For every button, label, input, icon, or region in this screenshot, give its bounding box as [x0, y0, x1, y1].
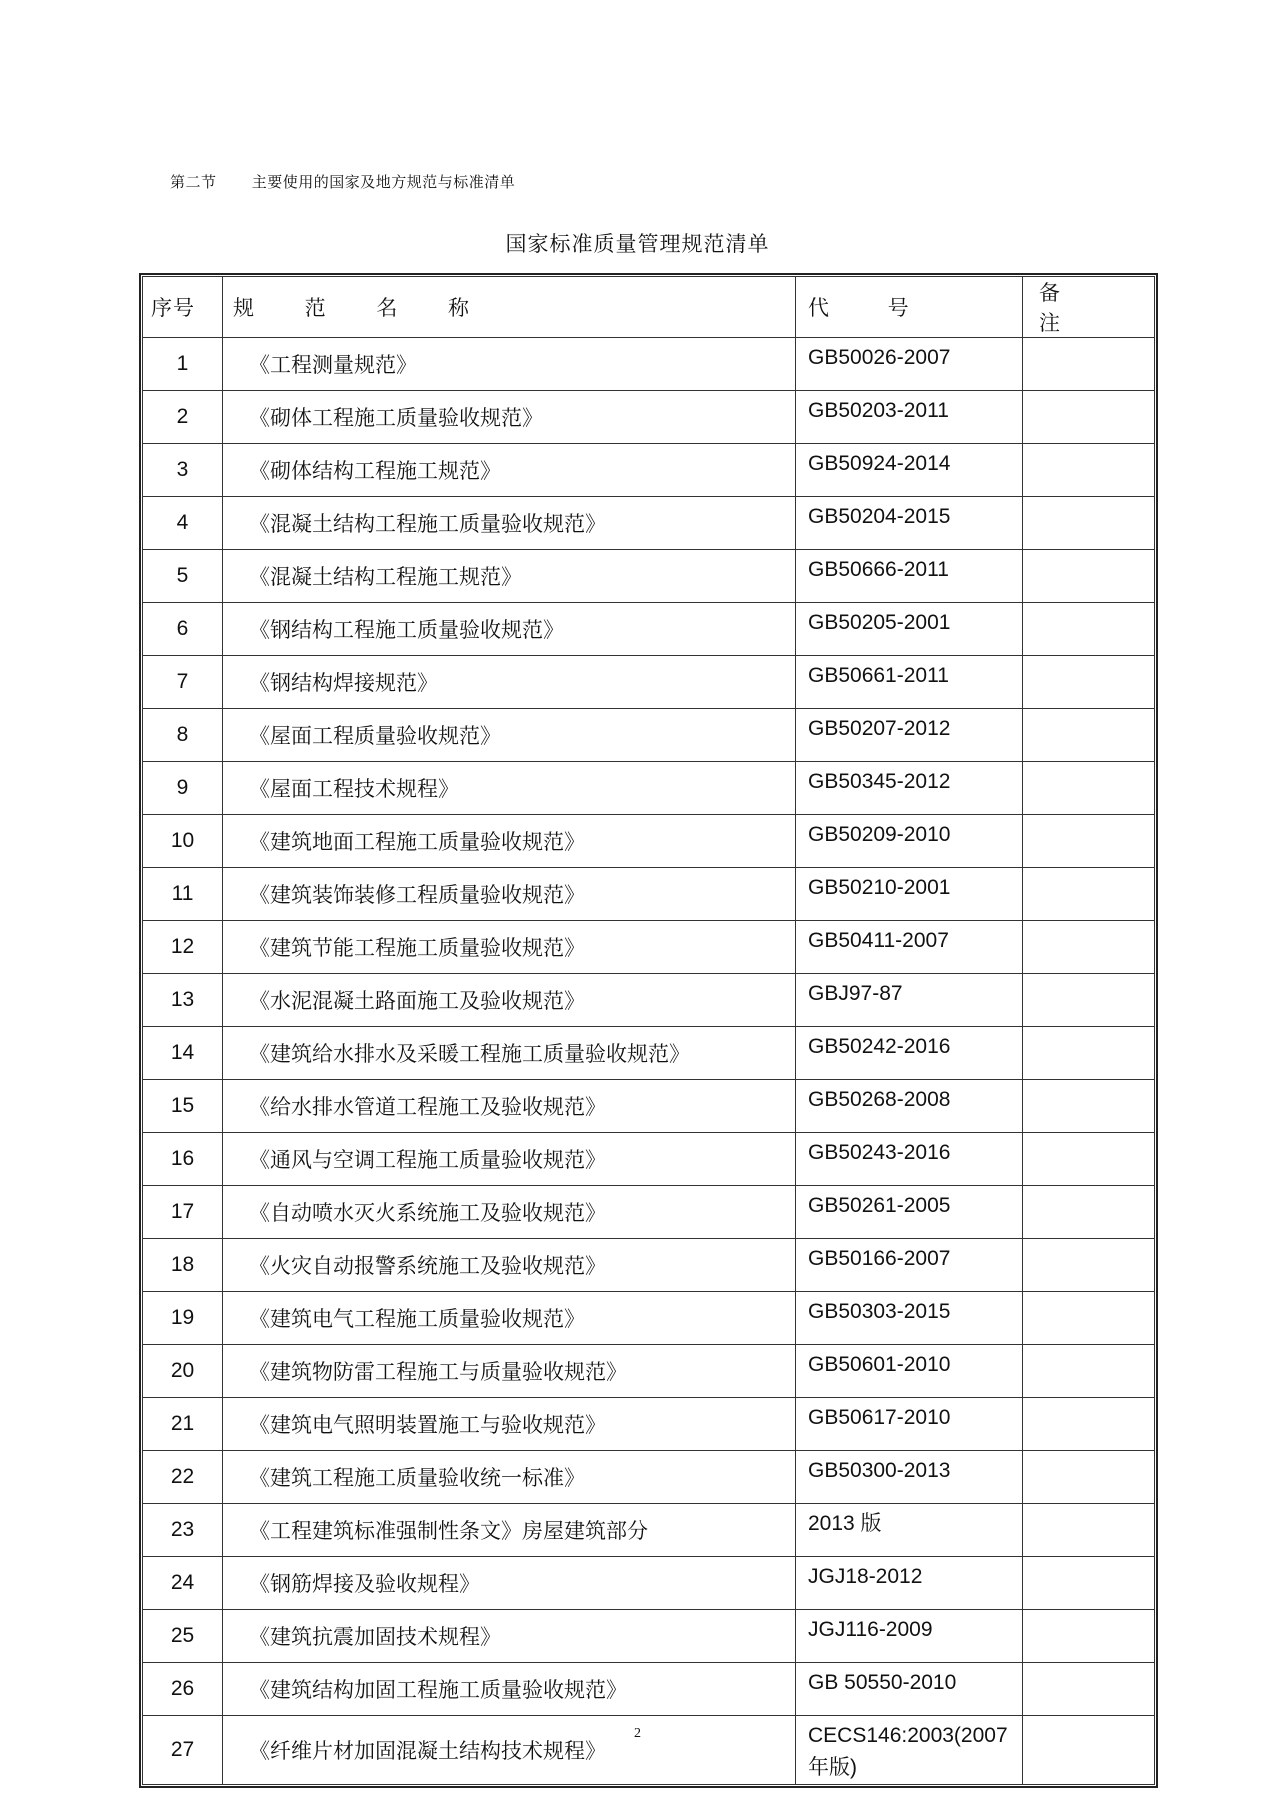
table-row [143, 603, 1155, 656]
row-remarks [1023, 1027, 1155, 1080]
row-serial-number: 15 [143, 1080, 223, 1133]
row-standard-name: 《工程建筑标准强制性条文》房屋建筑部分 [223, 1504, 796, 1557]
row-standard-code: GB50666-2011 [796, 550, 1023, 603]
row-standard-code: GB50205-2001 [796, 603, 1023, 656]
row-standard-name: 《水泥混凝土路面施工及验收规范》 [223, 974, 796, 1027]
row-standard-code: GB50303-2015 [796, 1292, 1023, 1345]
row-remarks [1023, 497, 1155, 550]
row-standard-code: GB50203-2011 [796, 391, 1023, 444]
table-header-row [143, 277, 1155, 338]
table-row [143, 1080, 1155, 1133]
table-row [143, 974, 1155, 1027]
row-standard-name: 《屋面工程技术规程》 [223, 762, 796, 815]
row-standard-name: 《砌体结构工程施工规范》 [223, 444, 796, 497]
table-row [143, 921, 1155, 974]
row-serial-number: 25 [143, 1610, 223, 1663]
row-standard-name: 《混凝土结构工程施工规范》 [223, 550, 796, 603]
row-remarks [1023, 1186, 1155, 1239]
table-row [143, 815, 1155, 868]
row-standard-name: 《建筑节能工程施工质量验收规范》 [223, 921, 796, 974]
row-remarks [1023, 868, 1155, 921]
row-serial-number: 5 [143, 550, 223, 603]
table-row [143, 656, 1155, 709]
row-standard-code: GB50345-2012 [796, 762, 1023, 815]
table-row [143, 762, 1155, 815]
section-heading [170, 171, 515, 192]
table-row [143, 1186, 1155, 1239]
row-remarks [1023, 1451, 1155, 1504]
row-serial-number: 27 [143, 1716, 223, 1785]
table-row [143, 550, 1155, 603]
row-standard-code: GB50207-2012 [796, 709, 1023, 762]
row-standard-name: 《混凝土结构工程施工质量验收规范》 [223, 497, 796, 550]
row-standard-name: 《建筑物防雷工程施工与质量验收规范》 [223, 1345, 796, 1398]
row-standard-name: 《通风与空调工程施工质量验收规范》 [223, 1133, 796, 1186]
row-standard-name: 《钢结构焊接规范》 [223, 656, 796, 709]
row-serial-number: 22 [143, 1451, 223, 1504]
row-serial-number: 23 [143, 1504, 223, 1557]
table-row [143, 1610, 1155, 1663]
row-serial-number: 24 [143, 1557, 223, 1610]
table-row [143, 1504, 1155, 1557]
table-row [143, 444, 1155, 497]
row-standard-code: JGJ18-2012 [796, 1557, 1023, 1610]
row-remarks [1023, 921, 1155, 974]
row-standard-code: GB50261-2005 [796, 1186, 1023, 1239]
row-serial-number: 21 [143, 1398, 223, 1451]
row-standard-code: GB50242-2016 [796, 1027, 1023, 1080]
row-remarks [1023, 1292, 1155, 1345]
row-standard-name: 《钢结构工程施工质量验收规范》 [223, 603, 796, 656]
row-serial-number: 8 [143, 709, 223, 762]
row-standard-name: 《纤维片材加固混凝土结构技术规程》 [223, 1716, 796, 1785]
row-remarks [1023, 1398, 1155, 1451]
row-remarks [1023, 1080, 1155, 1133]
row-serial-number: 4 [143, 497, 223, 550]
row-remarks [1023, 762, 1155, 815]
standards-table [142, 276, 1155, 1785]
section-title: 主要使用的国家及地方规范与标准清单 [251, 173, 516, 191]
row-standard-name: 《砌体工程施工质量验收规范》 [223, 391, 796, 444]
row-standard-name: 《建筑装饰装修工程质量验收规范》 [223, 868, 796, 921]
row-standard-name: 《建筑地面工程施工质量验收规范》 [223, 815, 796, 868]
row-serial-number: 2 [143, 391, 223, 444]
row-standard-code: GB50924-2014 [796, 444, 1023, 497]
row-standard-code: GB50210-2001 [796, 868, 1023, 921]
row-standard-code: GB50617-2010 [796, 1398, 1023, 1451]
row-standard-code: CECS146:2003(2007 年版) [796, 1716, 1023, 1785]
row-standard-code: GB50661-2011 [796, 656, 1023, 709]
row-serial-number: 10 [143, 815, 223, 868]
section-number: 第二节 [170, 173, 217, 191]
row-standard-code: GB50204-2015 [796, 497, 1023, 550]
table-body [143, 338, 1155, 1785]
row-standard-name: 《建筑抗震加固技术规程》 [223, 1610, 796, 1663]
row-remarks [1023, 1239, 1155, 1292]
row-serial-number: 3 [143, 444, 223, 497]
row-standard-code: GBJ97-87 [796, 974, 1023, 1027]
table-row [143, 1292, 1155, 1345]
row-serial-number: 18 [143, 1239, 223, 1292]
row-serial-number: 9 [143, 762, 223, 815]
header-remarks: 备 注 [1023, 277, 1155, 338]
row-serial-number: 19 [143, 1292, 223, 1345]
row-standard-name: 《钢筋焊接及验收规程》 [223, 1557, 796, 1610]
row-remarks [1023, 1663, 1155, 1716]
row-standard-code: GB50300-2013 [796, 1451, 1023, 1504]
row-standard-code: 2013 版 [796, 1504, 1023, 1557]
row-remarks [1023, 603, 1155, 656]
table-row [143, 497, 1155, 550]
row-remarks [1023, 1610, 1155, 1663]
row-standard-name: 《自动喷水灭火系统施工及验收规范》 [223, 1186, 796, 1239]
table-row [143, 1345, 1155, 1398]
row-remarks [1023, 1504, 1155, 1557]
row-serial-number: 11 [143, 868, 223, 921]
row-remarks [1023, 709, 1155, 762]
row-remarks [1023, 550, 1155, 603]
row-remarks [1023, 1557, 1155, 1610]
table-row [143, 1133, 1155, 1186]
row-remarks [1023, 444, 1155, 497]
table-row [143, 1027, 1155, 1080]
table-row [143, 709, 1155, 762]
table-row [143, 338, 1155, 391]
row-serial-number: 16 [143, 1133, 223, 1186]
row-serial-number: 7 [143, 656, 223, 709]
row-remarks [1023, 1133, 1155, 1186]
row-serial-number: 14 [143, 1027, 223, 1080]
row-standard-code: GB50026-2007 [796, 338, 1023, 391]
row-serial-number: 17 [143, 1186, 223, 1239]
row-serial-number: 20 [143, 1345, 223, 1398]
row-remarks [1023, 391, 1155, 444]
table-row [143, 1451, 1155, 1504]
row-serial-number: 13 [143, 974, 223, 1027]
row-standard-code: JGJ116-2009 [796, 1610, 1023, 1663]
row-standard-name: 《建筑给水排水及采暖工程施工质量验收规范》 [223, 1027, 796, 1080]
table-row [143, 1398, 1155, 1451]
row-standard-name: 《建筑结构加固工程施工质量验收规范》 [223, 1663, 796, 1716]
header-standard-name: 规 范 名 称 [223, 277, 796, 338]
row-standard-name: 《建筑电气照明装置施工与验收规范》 [223, 1398, 796, 1451]
header-standard-code: 代 号 [796, 277, 1023, 338]
row-remarks [1023, 656, 1155, 709]
row-serial-number: 1 [143, 338, 223, 391]
table-row [143, 391, 1155, 444]
table-row [143, 868, 1155, 921]
table-row [143, 1557, 1155, 1610]
row-standard-code: GB50243-2016 [796, 1133, 1023, 1186]
row-serial-number: 12 [143, 921, 223, 974]
row-standard-code: GB50166-2007 [796, 1239, 1023, 1292]
table-row [143, 1239, 1155, 1292]
row-serial-number: 26 [143, 1663, 223, 1716]
header-serial-number: 序号 [143, 277, 223, 338]
document-title: 国家标准质量管理规范清单 [505, 232, 770, 256]
row-standard-name: 《工程测量规范》 [223, 338, 796, 391]
row-remarks [1023, 815, 1155, 868]
page-number: 2 [634, 1726, 641, 1741]
row-standard-name: 《建筑电气工程施工质量验收规范》 [223, 1292, 796, 1345]
standards-table-frame [139, 273, 1158, 1788]
table-row [143, 1663, 1155, 1716]
row-remarks [1023, 1345, 1155, 1398]
row-remarks [1023, 974, 1155, 1027]
row-standard-name: 《屋面工程质量验收规范》 [223, 709, 796, 762]
row-standard-code: GB50209-2010 [796, 815, 1023, 868]
row-standard-code: GB 50550-2010 [796, 1663, 1023, 1716]
row-serial-number: 6 [143, 603, 223, 656]
row-standard-name: 《给水排水管道工程施工及验收规范》 [223, 1080, 796, 1133]
row-standard-code: GB50268-2008 [796, 1080, 1023, 1133]
row-standard-code: GB50411-2007 [796, 921, 1023, 974]
row-standard-name: 《建筑工程施工质量验收统一标准》 [223, 1451, 796, 1504]
row-standard-code: GB50601-2010 [796, 1345, 1023, 1398]
row-remarks [1023, 338, 1155, 391]
row-standard-name: 《火灾自动报警系统施工及验收规范》 [223, 1239, 796, 1292]
